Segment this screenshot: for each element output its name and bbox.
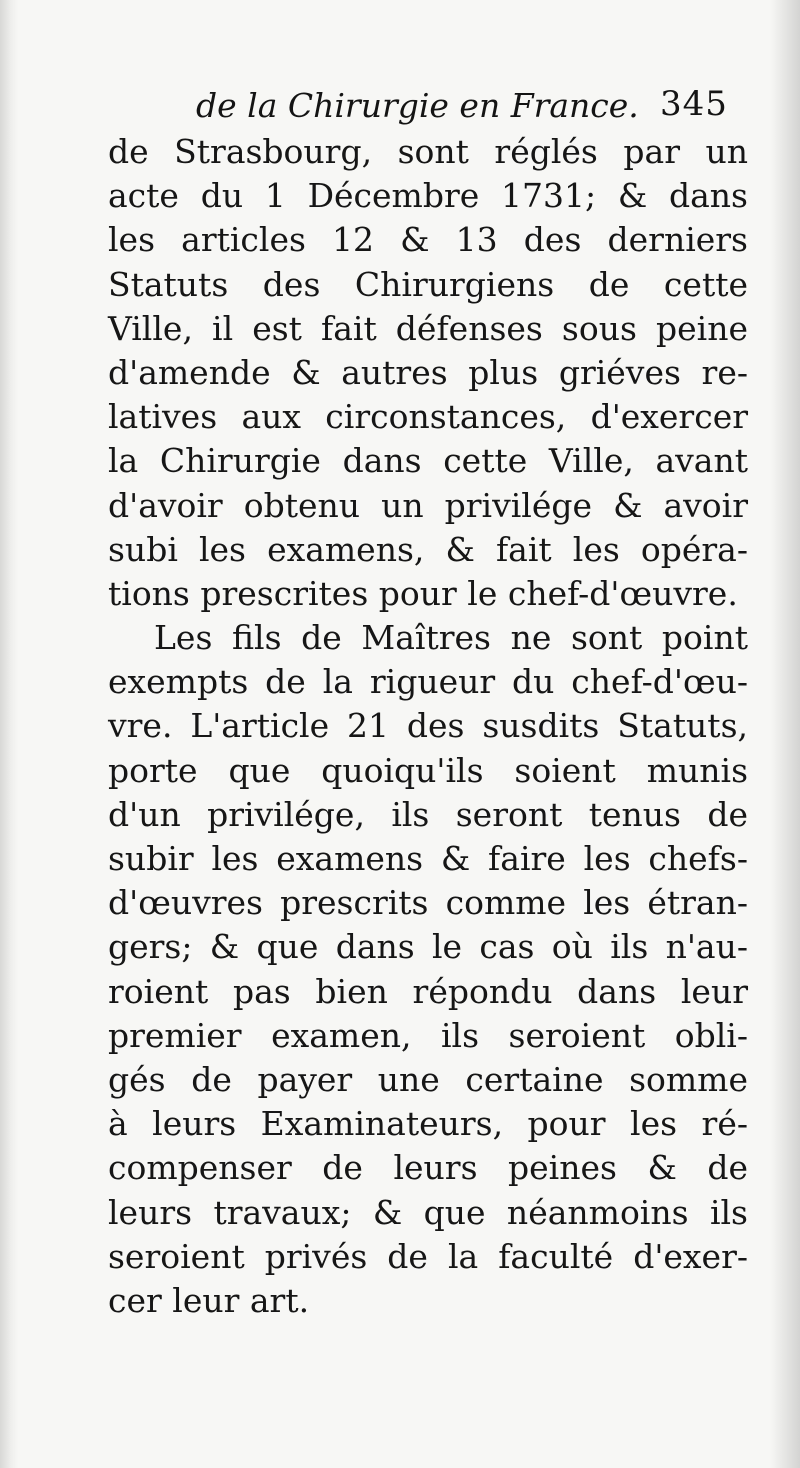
text-line: roient pas bien répondu dans leur [108, 971, 748, 1011]
text-line: d'avoir obtenu un privilége & avoir [108, 485, 748, 525]
running-head: de la Chirurgie en France. [196, 86, 639, 125]
text-line: leurs travaux; & que néanmoins ils [108, 1192, 748, 1232]
text-line: vre. L'article 21 des susdits Statuts, [108, 706, 748, 746]
text-line: gers; & que dans le cas où ils n'au- [108, 927, 748, 967]
page-edge-shadow [770, 0, 800, 1468]
page-number: 345 [660, 84, 728, 124]
text-line: de Strasbourg, sont réglés par un [108, 132, 748, 171]
text-line: Ville, il est fait défenses sous peine [108, 308, 748, 348]
text-line: subi les examens, & fait les opéra- [108, 529, 748, 569]
body-text [108, 130, 748, 1323]
text-line: seroient privés de la faculté d'exer- [108, 1236, 748, 1276]
text-line: acte du 1 Décembre 1731; & dans [108, 176, 748, 216]
paragraph-start-line: Les fils de Maîtres ne sont point [154, 618, 748, 658]
text-line: d'amende & autres plus griéves re- [108, 352, 748, 392]
text-line: exempts de la rigueur du chef-d'œu- [108, 662, 748, 702]
text-line: premier examen, ils seroient obli- [108, 1015, 748, 1055]
text-line: gés de payer une certaine somme [108, 1059, 748, 1099]
text-line: porte que quoiqu'ils soient munis [108, 750, 748, 790]
gutter-shadow [0, 0, 18, 1468]
text-line: Statuts des Chirurgiens de cette [108, 264, 748, 304]
page-header [196, 80, 756, 132]
text-line: la Chirurgie dans cette Ville, avant [108, 441, 748, 481]
text-line: tions prescrites pour le chef-d'œuvre. [108, 573, 738, 613]
text-line: cer leur art. [108, 1280, 310, 1320]
text-line: compenser de leurs peines & de [108, 1148, 748, 1188]
text-line: latives aux circonstances, d'exercer [108, 397, 748, 437]
text-line: d'œuvres prescrits comme les étran- [108, 883, 748, 923]
text-line: subir les examens & faire les chefs- [108, 839, 748, 878]
text-line: à leurs Examinateurs, pour les ré- [108, 1104, 748, 1144]
text-line: d'un privilége, ils seront tenus de [108, 794, 748, 834]
text-line: les articles 12 & 13 des derniers [108, 220, 748, 260]
